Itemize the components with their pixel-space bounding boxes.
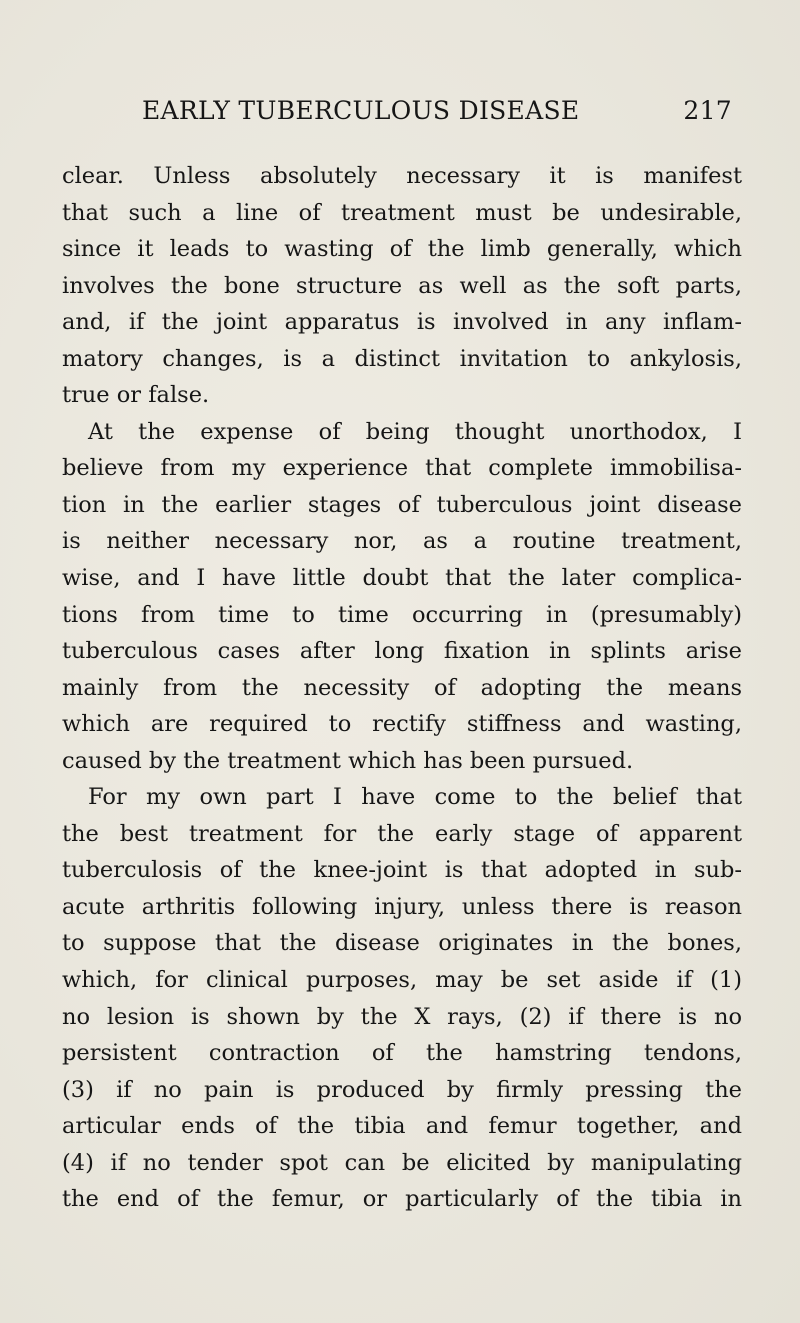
text-line: to suppose that the disease originates in the bones, [62,930,742,957]
text-line: is neither necessary nor, as a routine treatment, [62,528,742,555]
text-line: no lesion is shown by the X rays, (2) if there is no [62,1003,742,1030]
text-line: (3) if no pain is produced by firmly pressing the [62,1076,742,1103]
text-line: the best treatment for the early stage of apparent [62,820,742,847]
text-line: tuberculosis of the knee-joint is that adopted in sub- [62,857,742,884]
text-line: clear. Unless absolutely necessary it is manifest [62,163,742,189]
text-line: and, if the joint apparatus is involved in any inflam- [62,309,742,336]
text-line: (4) if no tender spot can be elicited by manipulating [62,1149,742,1176]
text-line: tions from time to time occurring in (presumably) [62,601,742,628]
body-text [62,158,742,1218]
text-line: the end of the femur, or particularly of the tibia in [62,1186,742,1213]
text-line: At the expense of being thought unorthodox, I [88,418,742,445]
text-line: wise, and I have little doubt that the later complica- [62,565,742,592]
running-head [142,96,732,125]
text-line: tuberculous cases after long fixation in splints arise [62,638,742,665]
text-line: since it leads to wasting of the limb generally, which [62,236,742,263]
text-line: true or false. [62,382,210,409]
text-line: which are required to rectify stiffness and wasting, [62,711,742,738]
text-line: tion in the earlier stages of tuberculous joint disease [62,491,742,518]
text-line: articular ends of the tibia and femur together, and [62,1113,742,1140]
text-line: acute arthritis following injury, unless there is reason [62,893,742,920]
running-head-title: EARLY TUBERCULOUS DISEASE [142,96,580,125]
text-line: persistent contraction of the hamstring tendons, [62,1040,742,1067]
text-line: which, for clinical purposes, may be set aside if (1) [62,967,742,994]
text-line: caused by the treatment which has been pursued. [62,747,634,774]
text-line: For my own part I have come to the belief that [88,784,742,811]
text-line: mainly from the necessity of adopting the means [62,674,742,701]
page-number: 217 [683,96,732,125]
text-line: believe from my experience that complete immobilisa- [62,455,742,482]
text-line: that such a line of treatment must be undesirable, [62,199,742,226]
text-line: involves the bone structure as well as the soft parts, [62,272,742,299]
text-line: matory changes, is a distinct invitation to ankylosis, [62,345,742,372]
